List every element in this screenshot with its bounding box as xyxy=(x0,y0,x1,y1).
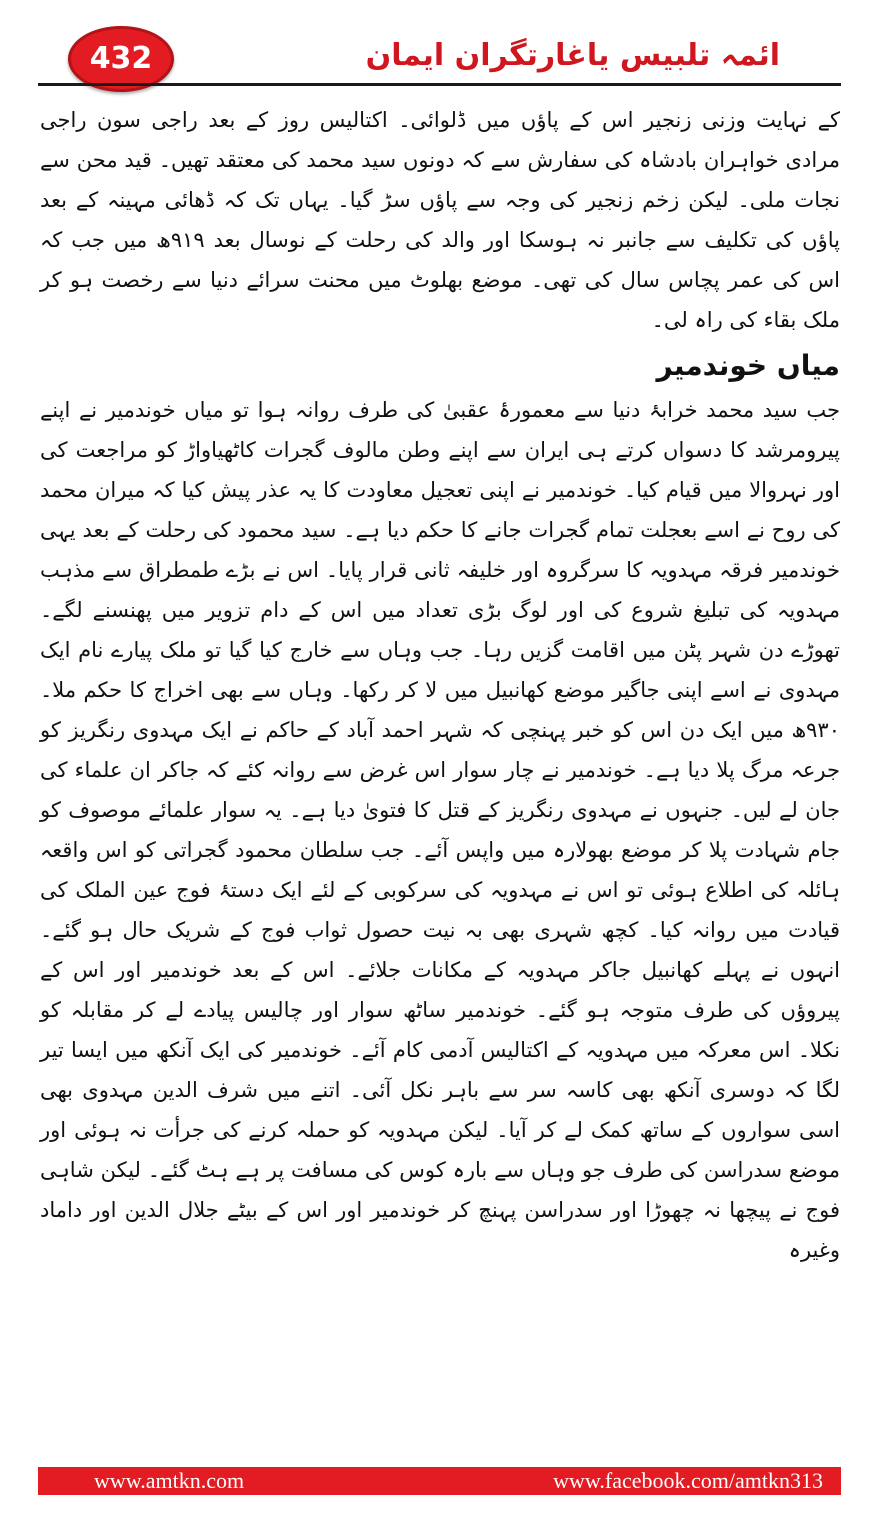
header-divider xyxy=(38,83,841,86)
facebook-link[interactable]: www.facebook.com/amtkn313 xyxy=(553,1468,823,1493)
page-body xyxy=(40,100,840,1270)
page-footer xyxy=(38,1467,841,1495)
section-heading: میاں خوندمیر xyxy=(656,349,840,382)
page-header xyxy=(30,18,850,88)
paragraph-2: جب سید محمد خرابۂ دنیا سے معمورۂ عقبیٰ کی طرف روانہ ہوا تو میاں خوندمیر نے اپنے پیرومرشد کا دسواں کرتے ہی ایران سے اپنے وطن مالوف گجرات کاٹھیاواڑ کو مراجعت کی اور نہروالا میں قیام کیا۔ خوندمیر نے اپنی تعجیل معاودت کا یہ عذر پیش کیا کہ میران محمد کی روح نے اسے بعجلت تمام گجرات جانے کا حکم دیا ہے۔ سید محمود کی رحلت کے بعد یہی خوندمیر فرقہ مہدویہ کا سرگروہ اور خلیفہ ثانی قرار پایا۔ اس نے بڑے طمطراق سے مذہب مہدویہ کی تبلیغ شروع کی اور لوگ بڑی تعداد میں اس کے دام تزویر میں پھنسنے لگے۔ تھوڑے دن شہر پٹن میں اقامت گزیں رہا۔ جب وہاں سے خارج کیا گیا تو ملک پیارے نام ایک مہدوی نے اسے اپنی جاگیر موضع کھانبیل میں لا کر رکھا۔ وہاں سے بھی اخراج کا حکم ملا۔ ۹۳۰ھ میں ایک دن اس کو خبر پہنچی کہ شہر احمد آباد کے حاکم نے ایک مہدوی رنگریز کو جرعہ مرگ پلا دیا ہے۔ خوندمیر نے چار سوار اس غرض سے روانہ کئے کہ جاکر ان علماء کی جان لے لیں۔ جنہوں نے مہدوی رنگریز کے قتل کا فتویٰ دیا ہے۔ یہ سوار علمائے موصوف کو جام شہادت پلا کر موضع بھولارہ میں واپس آئے۔ جب سلطان محمود گجراتی کو اس واقعہ ہائلہ کی اطلاع ہوئی تو اس نے مہدویہ کی سرکوبی کے لئے ایک دستۂ فوج عین الملک کی قیادت میں روانہ کیا۔ کچھ شہری بھی بہ نیت حصول ثواب فوج کے شریک حال ہو گئے۔ انہوں نے پہلے کھانبیل جاکر مہدویہ کے مکانات جلائے۔ اس کے بعد خوندمیر اور اس کے پیروؤں کی طرف متوجہ ہو گئے۔ خوندمیر ساٹھ سوار اور چالیس پیادے لے کر مقابلہ کو نکلا۔ اس معرکہ میں مہدویہ کے اکتالیس آدمی کام آئے۔ خوندمیر کی ایک آنکھ میں ایسا تیر لگا کہ دوسری آنکھ بھی کاسہ سر سے باہر نکل آئی۔ اتنے میں شرف الدین مہدوی بھی اسی سواروں کے ساتھ کمک لے کر آیا۔ لیکن مہدویہ کو حملہ کرنے کی جرأت نہ ہوئی اور موضع سدراسن کی طرف جو وہاں سے بارہ کوس کی مسافت پر ہے ہٹ گئے۔ لیکن شاہی فوج نے پیچھا نہ چھوڑا اور سدراسن پہنچ کر خوندمیر اور اس کے بیٹے جلال الدین اور داماد وغیرہ xyxy=(40,398,840,1262)
page-number-badge: 432 xyxy=(68,26,174,92)
book-title: ائمہ تلبیس یاغارتگران ایمان xyxy=(365,38,780,73)
paragraph-1: کے نہایت وزنی زنجیر اس کے پاؤں میں ڈلوائی۔ اکتالیس روز کے بعد راجی سون راجی مرادی خواہران بادشاہ کی سفارش سے کہ دونوں سید محمد کی معتقد تھیں۔ قید محن سے نجات ملی۔ لیکن زخم زنجیر کی وجہ سے پاؤں سڑ گیا۔ یہاں تک کہ ڈھائی مہینہ کے بعد پاؤں کی تکلیف سے جانبر نہ ہوسکا اور والد کی رحلت کے نوسال بعد ۹۱۹ھ میں جب کہ اس کی عمر پچاس سال کی تھی۔ موضع بھلوٹ میں محنت سرائے دنیا سے رخصت ہو کر ملک بقاء کی راہ لی۔ xyxy=(40,108,840,332)
website-link[interactable]: www.amtkn.com xyxy=(94,1468,245,1493)
